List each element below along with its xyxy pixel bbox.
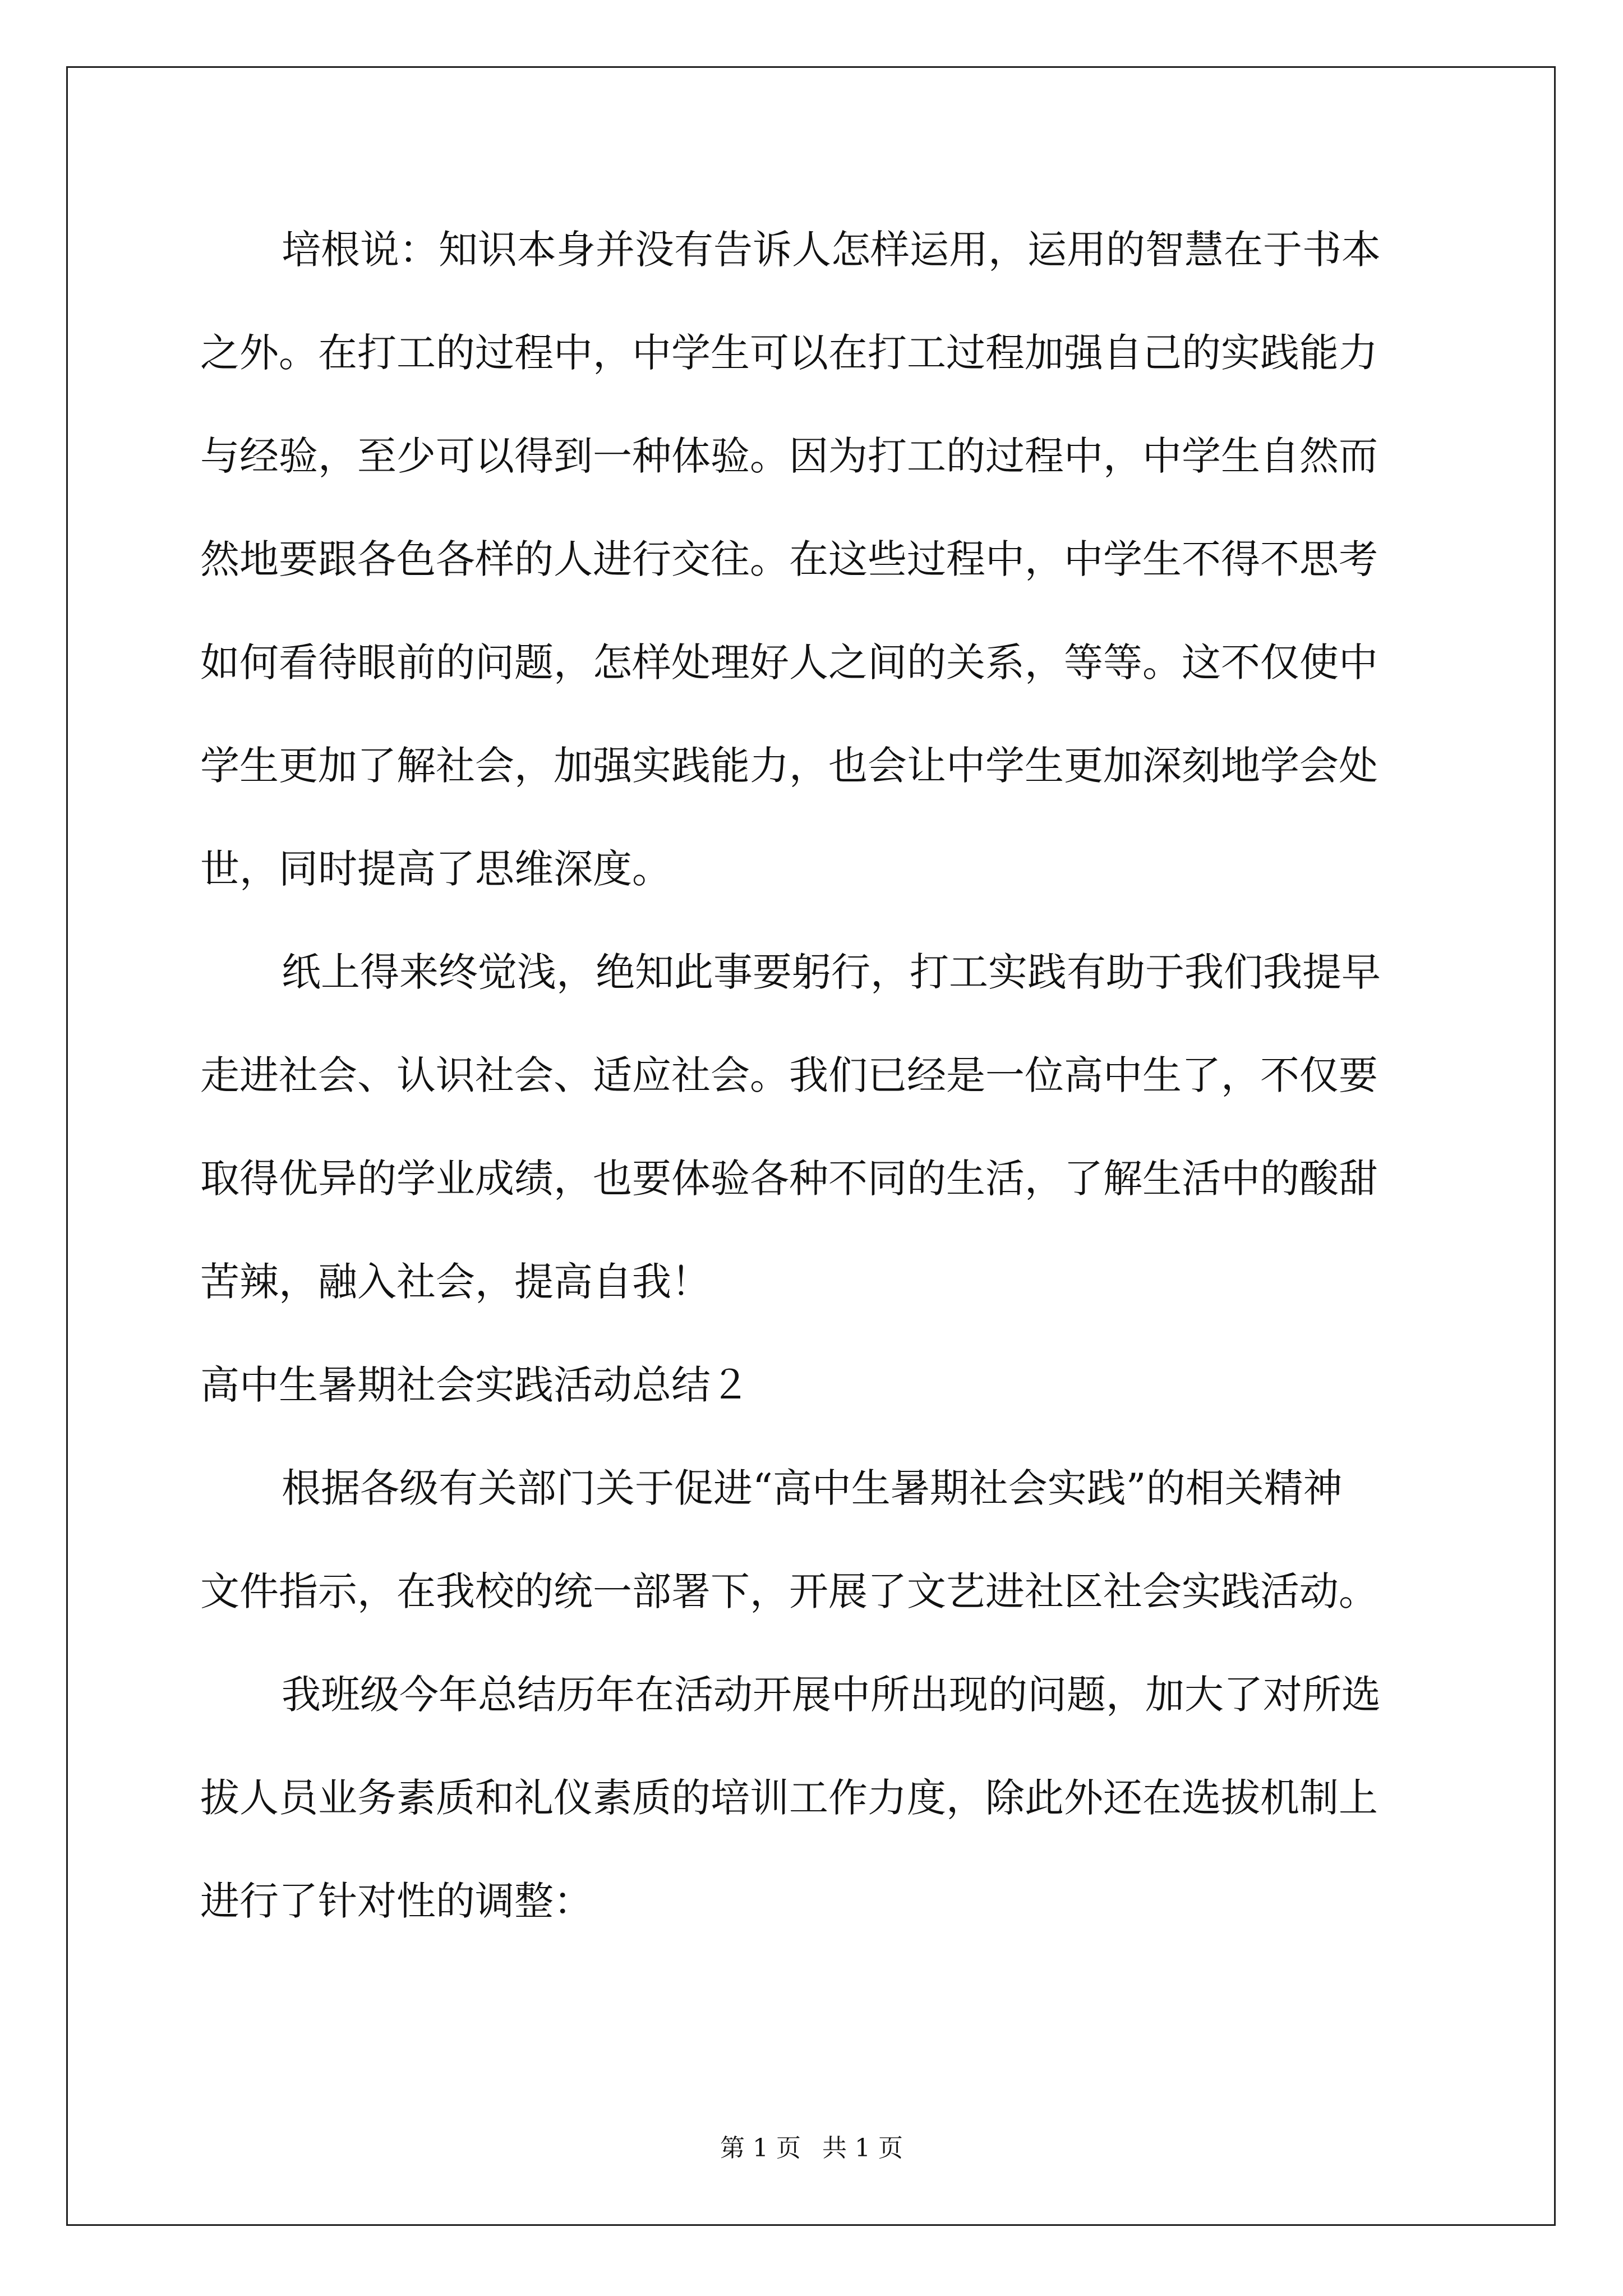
text-line: 根据各级有关部门关于促进“高中生暑期社会实践”的相关精神: [282, 1465, 1343, 1511]
text-line: 与经验，至少可以得到一种体验。因为打工的过程中，中学生自然而: [200, 433, 1378, 479]
section-heading: 高中生暑期社会实践活动总结２: [200, 1362, 750, 1408]
text-line: 纸上得来终觉浅，绝知此事要躬行，打工实践有助于我们我提早: [282, 949, 1381, 995]
text-line: 进行了针对性的调整：: [200, 1878, 593, 1924]
text-line: 如何看待眼前的问题，怎样处理好人之间的关系，等等。这不仅使中: [200, 639, 1378, 685]
text-line: 取得优异的学业成绩，也要体验各种不同的生活，了解生活中的酸甜: [200, 1156, 1378, 1202]
text-line: 文件指示，在我校的统一部署下，开展了文艺进社区社会实践活动。: [200, 1568, 1378, 1614]
page-footer: [0, 2132, 1623, 2165]
text-line: 走进社会、认识社会、适应社会。我们已经是一位高中生了，不仅要: [200, 1052, 1378, 1098]
text-line: 拔人员业务素质和礼仪素质的培训工作力度，除此外还在选拔机制上: [200, 1775, 1378, 1821]
text-line: 之外。在打工的过程中，中学生可以在打工过程加强自己的实践能力: [200, 330, 1378, 376]
text-line: 培根说：知识本身并没有告诉人怎样运用，运用的智慧在于书本: [282, 227, 1381, 273]
text-line: 然地要跟各色各样的人进行交往。在这些过程中，中学生不得不思考: [200, 536, 1378, 582]
page-total: 共 1 页: [822, 2134, 903, 2162]
page-number: 第 1 页: [720, 2134, 801, 2162]
text-line: 学生更加了解社会，加强实践能力，也会让中学生更加深刻地学会处: [200, 743, 1378, 789]
text-line: 我班级今年总结历年在活动开展中所出现的问题，加大了对所选: [282, 1672, 1381, 1718]
text-line: 世，同时提高了思维深度。: [200, 846, 671, 892]
text-line: 苦辣，融入社会，提高自我！: [200, 1259, 711, 1305]
document-body: [200, 213, 1434, 1968]
